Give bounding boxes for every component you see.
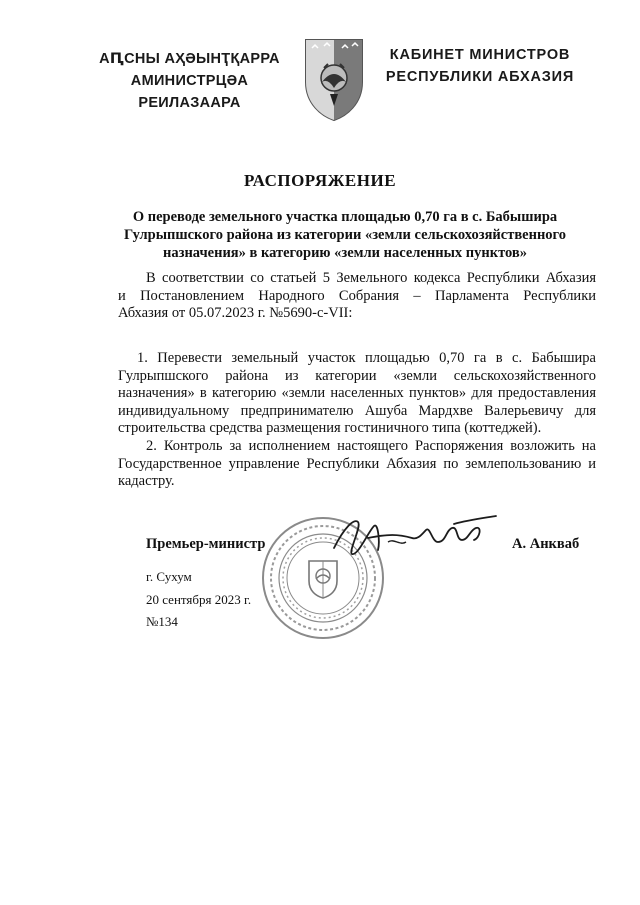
subject-line: О переводе земельного участка площадью 0,70 га в с. Бабышира	[132, 209, 558, 225]
item1-line: назначения» в категорию «земли населенных пунктов» для предоставления	[118, 385, 596, 401]
header-russian-line2: РЕСПУБЛИКИ АБХАЗИЯ	[385, 69, 575, 85]
header-abkhaz-line1: АԤСНЫ АҲӘЫНҬҚАРРА	[99, 51, 280, 67]
item1-line: Гулрыпшского района из категории «земли сельскохозяйственного	[118, 367, 596, 384]
item2-line: кадастру.	[118, 473, 175, 489]
item1-line: индивидуальному предпринимателю Ашуба Мардхве Валерьевичу для	[118, 402, 596, 419]
preamble-paragraph	[118, 270, 596, 323]
order-item-1	[118, 350, 596, 438]
header-russian-line1: КАБИНЕТ МИНИСТРОВ	[389, 47, 571, 63]
preamble-line: Абхазия от 05.07.2023 г. №5690-с-VII:	[118, 305, 353, 321]
document-number: №134	[146, 614, 178, 629]
item1-line: строительства средства размещения гостиничного типа (коттеджей).	[118, 420, 542, 436]
signatory-title: Премьер-министр	[146, 536, 266, 552]
item2-line: Государственное управление Республики Абхазия по землепользованию и	[118, 455, 596, 472]
subject-line: Гулрыпшского района из категории «земли сельскохозяйственного	[123, 227, 567, 243]
handwritten-signature	[328, 512, 498, 562]
document-title: РАСПОРЯЖЕНИЕ	[243, 171, 397, 190]
order-item-2	[118, 438, 596, 491]
issue-date: 20 сентября 2023 г.	[146, 592, 252, 607]
header-russian	[380, 44, 580, 88]
issue-city: г. Сухум	[146, 569, 192, 584]
header-abkhaz-line2: АМИНИСТРЦӘА РЕИЛАЗААРА	[130, 73, 249, 111]
item1-line: 1. Перевести земельный участок площадью 0,70 га в с. Бабышира	[137, 350, 596, 366]
coat-of-arms-emblem	[302, 38, 366, 122]
preamble-line: В соответствии со статьей 5 Земельного кодекса Республики Абхазия	[146, 270, 596, 286]
subject-line: назначения» в категорию «земли населенных пунктов»	[163, 245, 527, 261]
header-abkhaz	[82, 48, 297, 114]
item2-line: 2. Контроль за исполнением настоящего Распоряжения возложить на	[146, 438, 596, 454]
document-subject	[100, 208, 590, 262]
signatory-name: А. Анкваб	[512, 536, 580, 552]
preamble-line: и Постановлением Народного Собрания – Парламента Республики	[118, 287, 596, 304]
